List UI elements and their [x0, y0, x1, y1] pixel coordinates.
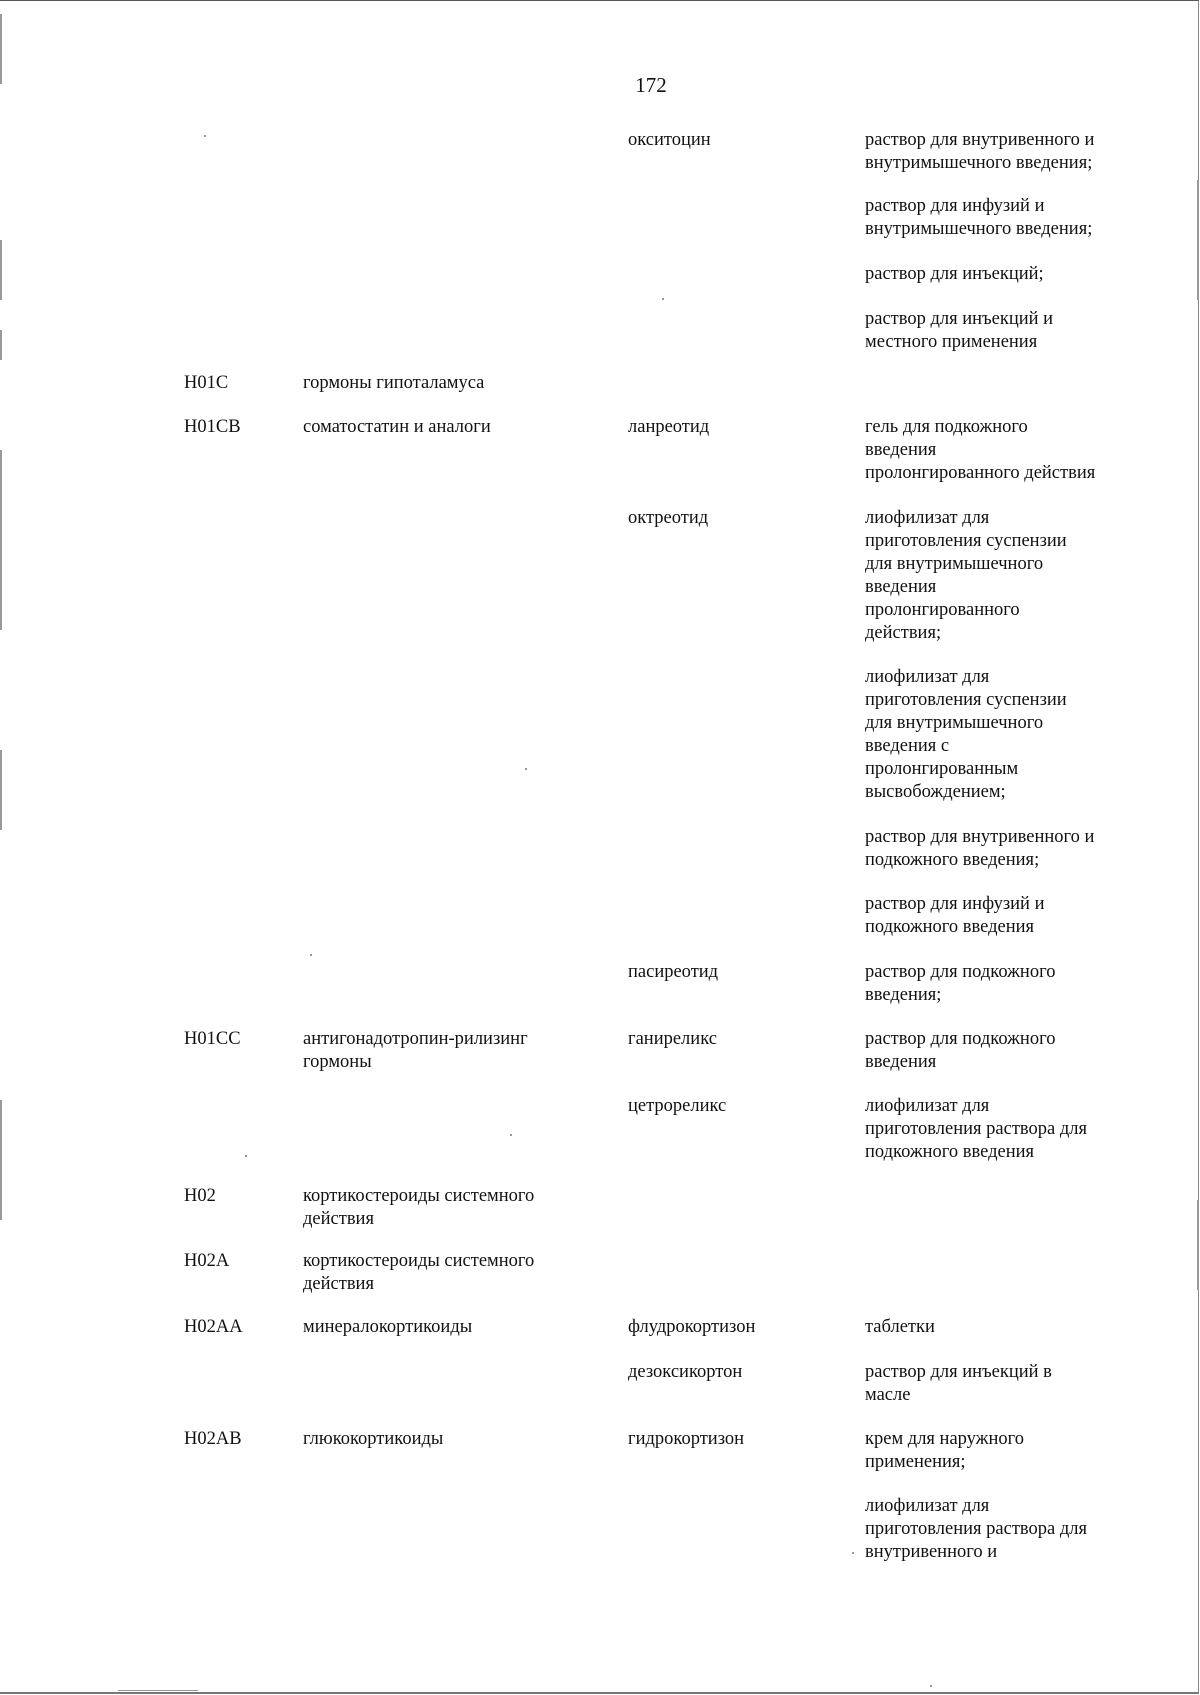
atc-code: H01CB [184, 417, 241, 437]
dosage-form: лиофилизат для приготовления суспензии для внутримышечного введения пролонгированного действия; [865, 508, 1067, 643]
dosage-form: лиофилизат для приготовления раствора для внутривенного и [865, 1496, 1087, 1562]
scan-speck [525, 768, 527, 770]
atc-code: H01CC [184, 1029, 241, 1049]
scan-mark [1197, 1200, 1199, 1290]
dosage-form: раствор для внутривенного и подкожного введения; [865, 827, 1095, 870]
atc-code: H02 [184, 1186, 216, 1206]
scan-mark [0, 750, 2, 830]
atc-group: глюкокортикоиды [303, 1429, 444, 1449]
dosage-form: раствор для подкожного введения; [865, 962, 1056, 1005]
scan-speck [510, 1134, 512, 1136]
dosage-form: раствор для инъекций; [865, 264, 1044, 284]
atc-group: кортикостероиды системного действия [303, 1186, 535, 1229]
dosage-form: гель для подкожного введения пролонгированного действия [865, 417, 1096, 483]
atc-code: H02AB [184, 1429, 242, 1449]
drug-name: ганиреликс [628, 1029, 717, 1049]
atc-group: соматостатин и аналоги [303, 417, 491, 437]
scan-mark [0, 1100, 2, 1220]
dosage-form: раствор для подкожного введения [865, 1029, 1056, 1072]
scan-mark [0, 330, 2, 360]
dosage-form: раствор для инфузий и внутримышечного введения; [865, 196, 1093, 239]
dosage-form: крем для наружного применения; [865, 1429, 1024, 1472]
atc-code: H02A [184, 1251, 230, 1271]
drug-name: ланреотид [628, 417, 710, 437]
scan-mark [0, 240, 2, 300]
dosage-form: раствор для инфузий и подкожного введения [865, 894, 1045, 937]
atc-code: H01C [184, 373, 229, 393]
dosage-form: раствор для внутривенного и внутримышечного введения; [865, 130, 1095, 173]
scan-mark [0, 450, 2, 630]
atc-group: кортикостероиды системного действия [303, 1251, 535, 1294]
scan-speck [310, 954, 312, 956]
drug-name: флудрокортизон [628, 1317, 756, 1337]
scan-speck [245, 1155, 247, 1157]
drug-name: окситоцин [628, 130, 711, 150]
dosage-form: раствор для инъекций и местного применения [865, 309, 1054, 352]
drug-name: пасиреотид [628, 962, 719, 982]
scan-speck [852, 1552, 854, 1554]
scan-speck [204, 135, 206, 137]
scan-speck [662, 298, 664, 300]
scan-mark [1197, 180, 1199, 300]
scan-speck [930, 1685, 932, 1687]
page-number: 172 [635, 73, 667, 97]
atc-code: H02AA [184, 1317, 243, 1337]
dosage-form: раствор для инъекций в масле [865, 1362, 1052, 1405]
drug-name: гидрокортизон [628, 1429, 745, 1449]
drug-name: октреотид [628, 508, 709, 528]
atc-group: гормоны гипоталамуса [303, 373, 485, 393]
dosage-form: лиофилизат для приготовления раствора для подкожного введения [865, 1096, 1087, 1162]
drug-name: цетрореликс [628, 1096, 727, 1116]
dosage-form: таблетки [865, 1317, 935, 1337]
atc-group: минералокортикоиды [303, 1317, 473, 1337]
dosage-form: лиофилизат для приготовления суспензии для внутримышечного введения с пролонгированным высвобождением; [865, 667, 1067, 802]
drug-name: дезоксикортон [628, 1362, 743, 1382]
scan-mark [118, 1690, 198, 1691]
atc-group: антигонадотропин-рилизинг гормоны [303, 1029, 528, 1072]
